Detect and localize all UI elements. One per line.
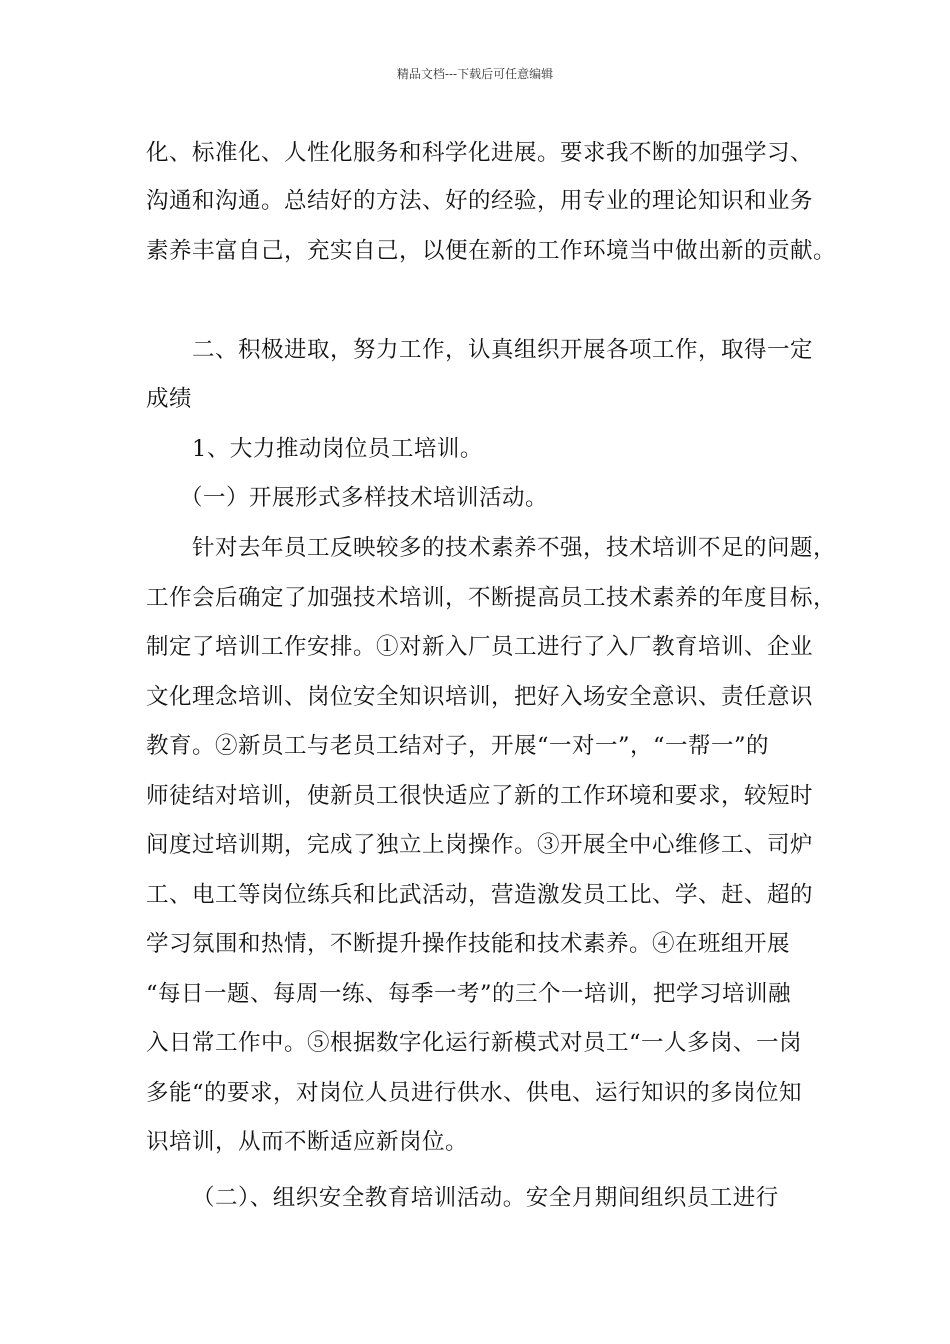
body-line: 针对去年员工反映较多的技术素养不强，技术培训不足的问题， bbox=[192, 535, 837, 561]
section-heading-continued: 成绩 bbox=[146, 386, 193, 412]
subsection-heading: 1、大力推动岗位员工培训。 bbox=[192, 436, 483, 462]
body-line: 学习氛围和热情，不断提升操作技能和技术素养。④在班组开展 bbox=[146, 931, 791, 957]
body-line: “每日一题、每周一练、每季一考”的三个一培训，把学习培训融 bbox=[146, 981, 792, 1007]
body-line: 工作会后确定了加强技术培训，不断提高员工技术素养的年度目标， bbox=[146, 585, 837, 611]
body-line: 间度过培训期，完成了独立上岗操作。③开展全中心维修工、司炉 bbox=[146, 832, 814, 858]
body-line: 多能“的要求，对岗位人员进行供水、供电、运行知识的多岗位知 bbox=[146, 1080, 803, 1106]
body-line: 制定了培训工作安排。①对新入厂员工进行了入厂教育培训、企业 bbox=[146, 634, 814, 660]
section-heading: 二、积极进取，努力工作，认真组织开展各项工作，取得一定 bbox=[192, 337, 814, 363]
body-line: 文化理念培训、岗位安全知识培训，把好入场安全意识、责任意识 bbox=[146, 684, 814, 710]
sub-subsection-heading: （一）开展形式多样技术培训活动。 bbox=[180, 485, 549, 511]
body-line: 素养丰富自己，充实自己，以便在新的工作环境当中做出新的贡献。 bbox=[146, 238, 837, 264]
body-line: 工、电工等岗位练兵和比武活动，营造激发员工比、学、赶、超的 bbox=[146, 882, 814, 908]
body-line: 入日常工作中。⑤根据数字化运行新模式对员工“一人多岗、一岗 bbox=[146, 1030, 803, 1056]
body-line: 识培训，从而不断适应新岗位。 bbox=[146, 1129, 469, 1155]
body-line: 化、标准化、人性化服务和科学化进展。要求我不断的加强学习、 bbox=[146, 140, 814, 166]
body-line: 师徒结对培训，使新员工很快适应了新的工作环境和要求，较短时 bbox=[146, 783, 814, 809]
sub-subsection-heading: （二）、组织安全教育培训活动。安全月期间组织员工进行 bbox=[192, 1185, 779, 1211]
body-line: 教育。②新员工与老员工结对子，开展“一对一”，“一帮一”的 bbox=[146, 733, 770, 759]
page-header: 精品文档---下载后可任意编辑 bbox=[396, 67, 554, 81]
body-line: 沟通和沟通。总结好的方法、好的经验，用专业的理论知识和业务 bbox=[146, 188, 814, 214]
